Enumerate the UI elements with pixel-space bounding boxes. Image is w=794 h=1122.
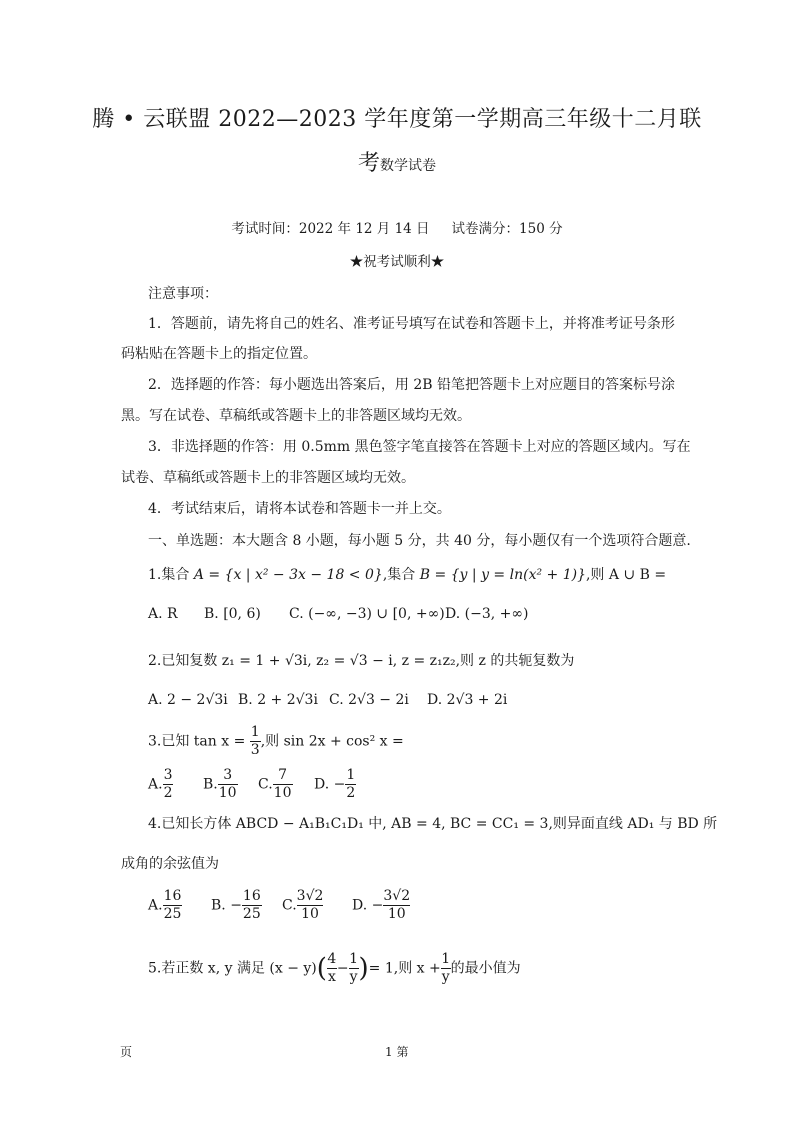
q3-frac-den: 3 (250, 742, 260, 758)
question-4-line-1: 4.已知长方体 ABCD − A₁B₁C₁D₁ 中, AB = 4, BC = CC₁ = 3,则异面直线 AD₁ 与 BD 所 (148, 816, 718, 832)
q3-stem-b: ,则 sin 2x + cos² x = (260, 733, 404, 750)
q3-option-b-label: B. (203, 776, 218, 793)
q3-b-den: 10 (218, 785, 237, 801)
footer-left: 页 (120, 1045, 133, 1059)
q2-option-c: C. 2√3 − 2i (329, 692, 409, 708)
q5-stem-c: 的最小值为 (450, 960, 521, 977)
q4-option-d-label: D. − (352, 897, 384, 914)
q3-option-a (148, 767, 173, 802)
exam-meta (0, 217, 794, 237)
q3-d-den: 2 (346, 785, 356, 801)
q5-f2-num: 1 (349, 951, 358, 967)
q4-b-den: 25 (242, 906, 261, 922)
q3-d-num: 1 (346, 767, 356, 783)
question-2: 2.已知复数 z₁ = 1 + √3i, z₂ = √3 − i, z = z₁z₂,则 z 的共轭复数为 (148, 653, 575, 669)
q5-minus: − (336, 960, 349, 977)
q1-option-d: D. (−3, +∞) (445, 606, 529, 622)
q3-frac-num: 1 (250, 724, 260, 740)
q4-option-b (211, 888, 262, 923)
full-score: 试卷满分：150 分 (451, 221, 563, 237)
q5-fraction-2 (349, 951, 359, 986)
q3-option-a-label: A. (148, 776, 163, 793)
q3-option-d-label: D. − (314, 776, 346, 793)
q3-c-num: 7 (278, 767, 288, 783)
q5-stem-a: 5.若正数 x, y 满足 (x − y) (148, 960, 317, 977)
q3-b-num: 3 (223, 767, 233, 783)
q3-option-d (314, 767, 356, 802)
note-1-line-2: 码粘贴在答题卡上的指定位置。 (121, 346, 317, 362)
question-1 (148, 564, 666, 584)
page-subtitle (0, 146, 794, 177)
note-3-line-2: 试卷、草稿纸或答题卡上的非答题区域均无效。 (121, 470, 415, 486)
q3-option-c-label: C. (258, 776, 273, 793)
q4-d-num: 3√2 (383, 888, 411, 904)
q3-a-den: 2 (163, 785, 173, 801)
q5-paren-close: ) (358, 953, 369, 984)
q3-fraction (250, 724, 261, 759)
q1-stem-b: ,集合 (382, 567, 420, 583)
subtitle-text: 数学试卷 (380, 158, 436, 174)
q5-fraction-3 (441, 951, 451, 986)
q3-a-num: 3 (163, 767, 173, 783)
q5-fraction-1 (327, 951, 337, 986)
q4-c-den: 10 (297, 905, 324, 923)
q4-option-c (282, 888, 323, 923)
exam-time: 考试时间：2022 年 12 月 14 日 (231, 221, 430, 237)
q3-stem-a: 3.已知 tan x = (148, 733, 246, 750)
note-1-line-1: 1．答题前，请先将自己的姓名、准考证号填写在试卷和答题卡上，并将准考证号条形 (148, 316, 675, 332)
question-5 (148, 951, 521, 986)
note-4: 4．考试结束后，请将本试卷和答题卡一并上交。 (148, 501, 451, 517)
q4-option-a (148, 888, 182, 923)
q3-c-den: 10 (273, 785, 292, 801)
q5-f3-den: y (441, 969, 450, 985)
q4-a-num: 16 (163, 888, 182, 904)
q4-d-den: 10 (383, 905, 410, 923)
q4-option-b-label: B. − (211, 897, 242, 914)
q1-option-a: A. R (148, 606, 178, 622)
blessing: ★祝考试顺利★ (349, 254, 445, 270)
note-3-line-1: 3．非选择题的作答：用 0.5mm 黑色签字笔直接答在答题卡上对应的答题区域内。写在 (148, 439, 691, 455)
q5-f1-num: 4 (327, 951, 337, 967)
q3-option-b (203, 767, 238, 802)
q4-b-num: 16 (242, 888, 261, 904)
q5-paren-open: ( (316, 953, 327, 984)
q4-option-d (352, 888, 410, 923)
q2-option-b: B. 2 + 2√3i (238, 692, 318, 708)
q1-option-b: B. [0, 6) (204, 606, 261, 622)
q1-set-b: B = {y | y = ln(x² + 1)} (419, 567, 586, 583)
q2-option-d: D. 2√3 + 2i (427, 692, 508, 708)
section-heading: 一、单选题：本大题含 8 小题，每小题 5 分，共 40 分，每小题仅有一个选项符合题意. (148, 533, 691, 549)
q5-f1-den: x (327, 969, 336, 985)
q4-a-den: 25 (163, 906, 182, 922)
q5-stem-b: = 1,则 x + (368, 960, 441, 977)
q1-set-a: A = {x | x² − 3x − 18 < 0} (193, 567, 383, 583)
q1-option-c: C. (−∞, −3) ∪ [0, +∞) (289, 606, 445, 622)
q3-option-c (258, 767, 293, 802)
page-title: 腾 • 云联盟 2022—2023 学年度第一学期高三年级十二月联 (92, 107, 702, 132)
subtitle-char: 考 (357, 151, 380, 176)
q5-f2-den: y (349, 969, 358, 985)
question-4-line-2: 成角的余弦值为 (121, 856, 219, 872)
q5-f3-num: 1 (441, 951, 451, 967)
note-2-line-2: 黑。写在试卷、草稿纸或答题卡上的非答题区域均无效。 (121, 408, 471, 424)
notes-heading: 注意事项： (148, 286, 218, 302)
q2-option-a: A. 2 − 2√3i (148, 692, 228, 708)
q1-stem-c: ,则 A ∪ B = (585, 567, 667, 583)
q4-option-c-label: C. (282, 897, 297, 914)
q4-option-a-label: A. (148, 897, 163, 914)
q1-stem-a: 1.集合 (148, 567, 194, 583)
footer-page-number: 1 第 (385, 1045, 409, 1059)
q4-c-num: 3√2 (296, 888, 324, 904)
note-2-line-1: 2．选择题的作答：每小题选出答案后，用 2B 铅笔把答题卡上对应题目的答案标号涂 (148, 377, 676, 393)
question-3 (148, 724, 404, 759)
